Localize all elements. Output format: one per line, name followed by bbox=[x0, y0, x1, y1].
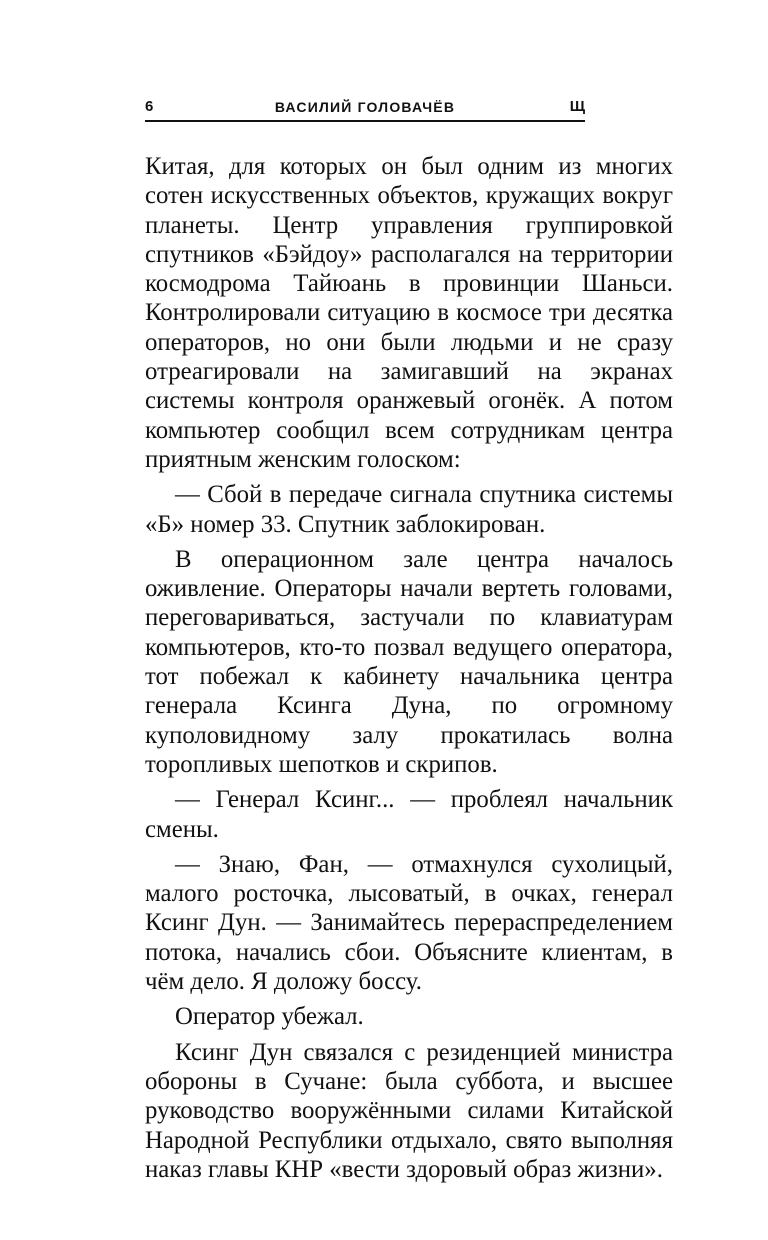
series-logo-icon: Щ bbox=[569, 98, 585, 115]
paragraph-minister-call: Ксинг Дун связался с резиденцией министра обороны в Сучане: была суббота, и высшее руководство вооружёнными силами Китайской Народной Республики отдыхало, свято выполняя наказ главы КНР «вести здоровый образ жизни». bbox=[145, 1038, 673, 1183]
page-number: 6 bbox=[145, 98, 154, 115]
paragraph-dialogue-computer: — Сбой в передаче сигнала спутника системы «Б» номер 33. Спутник заблокирован. bbox=[145, 481, 673, 538]
body-text bbox=[145, 152, 673, 1190]
paragraph-dialogue-general: — Знаю, Фан, — отмахнулся сухолицый, малого росточка, лысоватый, в очках, генерал Ксинг Дун. — Занимайтесь перераспределением потока, начались сбои. Объясните клиентам, в чём дело. Я доложу боссу. bbox=[145, 850, 673, 996]
paragraph-operations-hall: В операционном зале центра началось оживление. Операторы начали вертеть головами, переговариваться, застучали по клавиатурам компьютеров, кто-то позвал ведущего оператора, тот побежал к кабинету начальника центра генерала Ксинга Дуна, по огромному куполовидному залу прокатилась волна торопливых шепотков и скрипов. bbox=[145, 545, 673, 778]
paragraph-continuation: Китая, для которых он был одним из многих сотен искусственных объектов, кружащих вокруг планеты. Центр управления группировкой спутников «Бэйдоу» располагался на территории космодрома Тайюань в провинции Шаньси. Контролировали ситуацию в космосе три десятка операторов, но они были людьми и не сразу отреагировали на замигавший на экранах системы контроля оранжевый огонёк. А потом компьютер сообщил всем сотрудникам центра приятным женским голоском: bbox=[145, 153, 673, 473]
running-title: ВАСИЛИЙ ГОЛОВАЧЁВ bbox=[274, 99, 456, 115]
page-header bbox=[145, 98, 585, 122]
paragraph-operator-left: Оператор убежал. bbox=[175, 1003, 364, 1031]
paragraph-dialogue-shift-chief: — Генерал Ксинг... — проблеял начальник смены. bbox=[145, 786, 673, 843]
